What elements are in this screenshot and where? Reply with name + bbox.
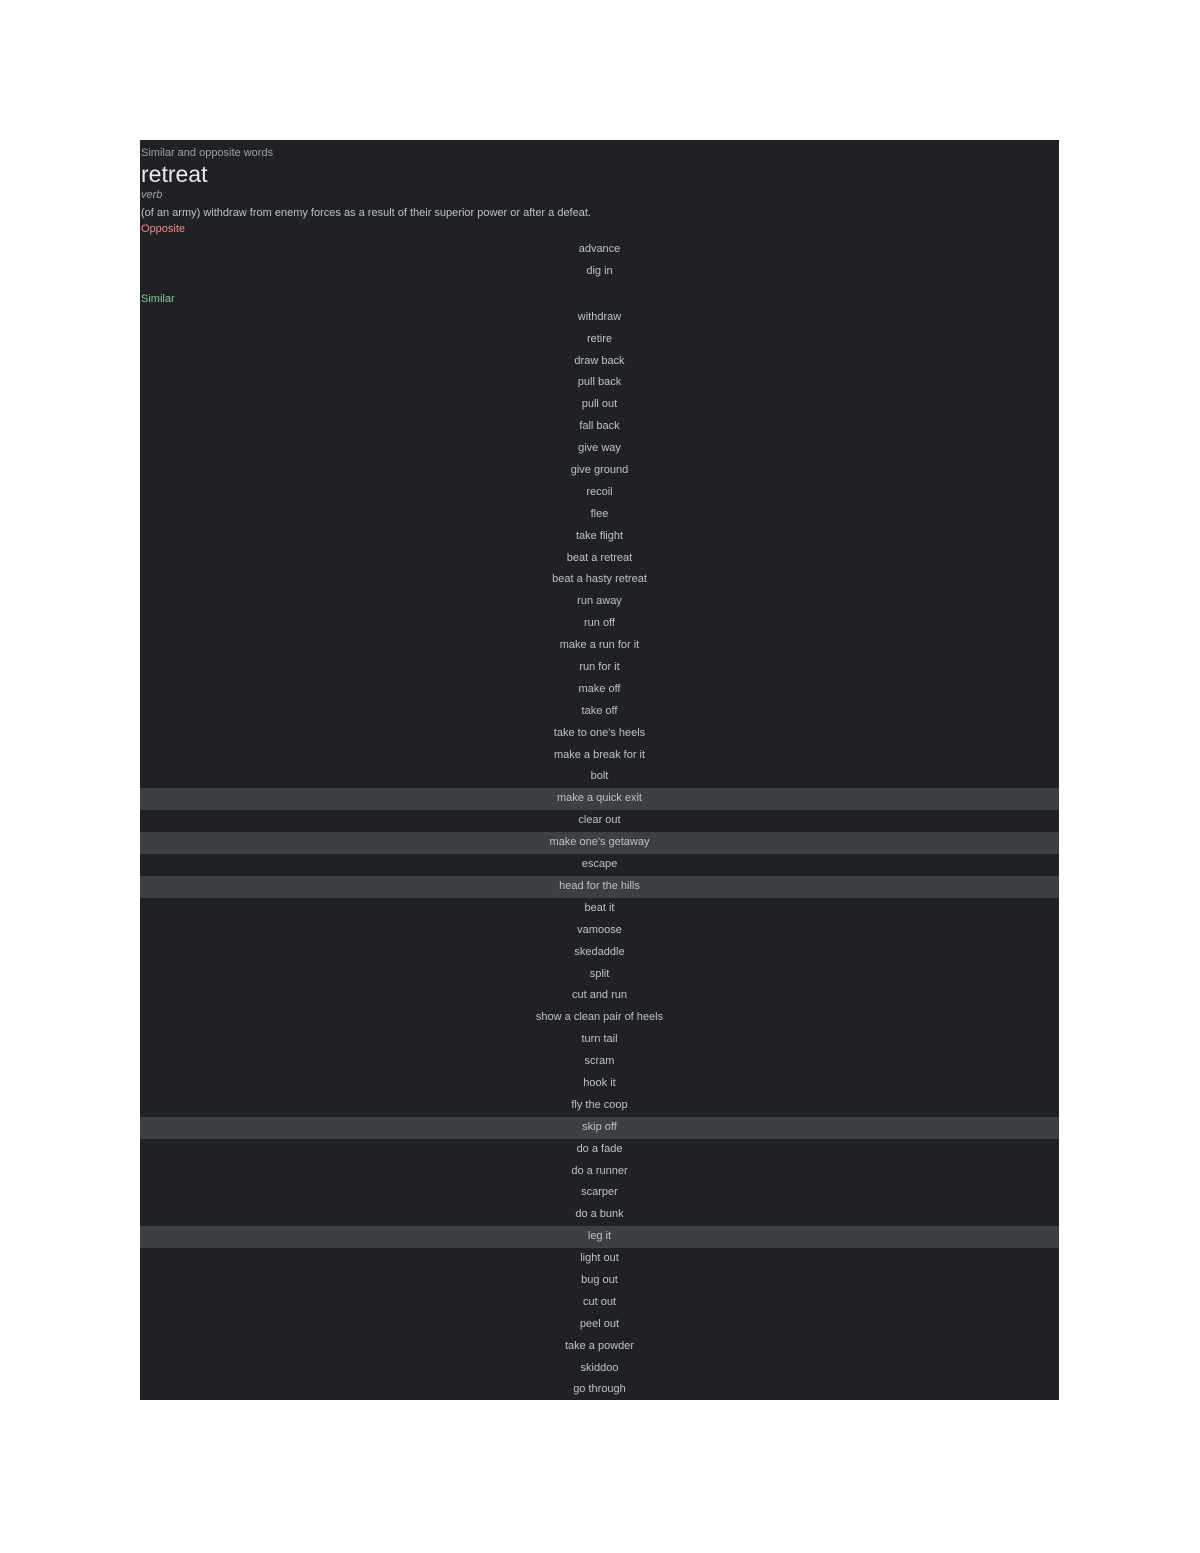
list-item[interactable]: withdraw: [577, 310, 622, 323]
list-item[interactable]: do a fade: [576, 1142, 623, 1155]
list-item[interactable]: make a break for it: [553, 748, 646, 761]
list-item[interactable]: go through: [573, 1383, 626, 1396]
list-item[interactable]: hook it: [583, 1076, 616, 1089]
list-item[interactable]: clear out: [578, 814, 621, 827]
list-item[interactable]: scarper: [581, 1186, 618, 1199]
list-item[interactable]: advance: [578, 243, 621, 255]
word-panel: [140, 140, 1059, 1400]
section-title: Similar and opposite words: [141, 147, 274, 159]
list-item[interactable]: head for the hills: [140, 876, 1059, 898]
list-item[interactable]: make off: [578, 682, 621, 695]
similar-list: [140, 307, 1059, 1400]
definition: (of an army) withdraw from enemy forces as a result of their superior power or after a defeat.: [141, 207, 591, 219]
list-item[interactable]: skedaddle: [574, 945, 625, 958]
spacer: [140, 283, 1059, 291]
list-item[interactable]: run off: [584, 617, 615, 630]
part-of-speech: verb: [141, 189, 163, 201]
list-item[interactable]: leg it: [140, 1226, 1059, 1248]
list-item[interactable]: do a bunk: [575, 1208, 624, 1221]
list-item[interactable]: pull out: [581, 398, 618, 411]
list-item[interactable]: skiddoo: [580, 1361, 619, 1374]
list-item[interactable]: escape: [581, 858, 618, 871]
list-item[interactable]: show a clean pair of heels: [535, 1011, 664, 1024]
list-item[interactable]: take to one's heels: [553, 726, 646, 739]
list-item[interactable]: make a run for it: [559, 639, 640, 652]
list-item[interactable]: run for it: [579, 661, 620, 674]
list-item[interactable]: pull back: [577, 376, 622, 389]
list-item[interactable]: give ground: [570, 464, 629, 477]
list-item[interactable]: beat it: [584, 901, 615, 914]
list-item[interactable]: scram: [584, 1055, 615, 1068]
list-item[interactable]: cut out: [582, 1295, 617, 1308]
list-item[interactable]: vamoose: [577, 923, 622, 936]
list-item[interactable]: light out: [580, 1252, 619, 1265]
list-item[interactable]: cut and run: [571, 989, 628, 1002]
list-item[interactable]: flee: [590, 507, 609, 520]
list-item[interactable]: bolt: [590, 770, 609, 783]
list-item[interactable]: turn tail: [581, 1033, 618, 1046]
list-item[interactable]: do a runner: [571, 1164, 628, 1177]
list-item[interactable]: draw back: [574, 354, 625, 367]
similar-label: Similar: [141, 292, 175, 305]
list-item[interactable]: beat a retreat: [566, 551, 633, 564]
opposite-list: [140, 239, 1059, 283]
list-item[interactable]: dig in: [586, 264, 613, 277]
list-item[interactable]: peel out: [579, 1317, 620, 1330]
list-item[interactable]: fly the coop: [571, 1098, 628, 1111]
list-item[interactable]: run away: [577, 595, 622, 608]
headword: retreat: [141, 161, 208, 187]
list-item[interactable]: beat a hasty retreat: [552, 573, 647, 586]
list-item[interactable]: skip off: [140, 1117, 1059, 1139]
list-item[interactable]: take flight: [575, 529, 624, 542]
list-item[interactable]: retire: [586, 332, 613, 345]
list-item[interactable]: bug out: [581, 1273, 618, 1286]
list-item[interactable]: give way: [578, 442, 621, 455]
list-item[interactable]: fall back: [579, 420, 620, 433]
list-item[interactable]: make a quick exit: [140, 788, 1059, 810]
list-item[interactable]: split: [589, 967, 610, 980]
list-item[interactable]: recoil: [586, 485, 613, 498]
list-item[interactable]: make one's getaway: [140, 832, 1059, 854]
list-item[interactable]: take a powder: [564, 1339, 635, 1352]
list-item[interactable]: take off: [581, 704, 618, 717]
opposite-label: Opposite: [141, 223, 186, 235]
